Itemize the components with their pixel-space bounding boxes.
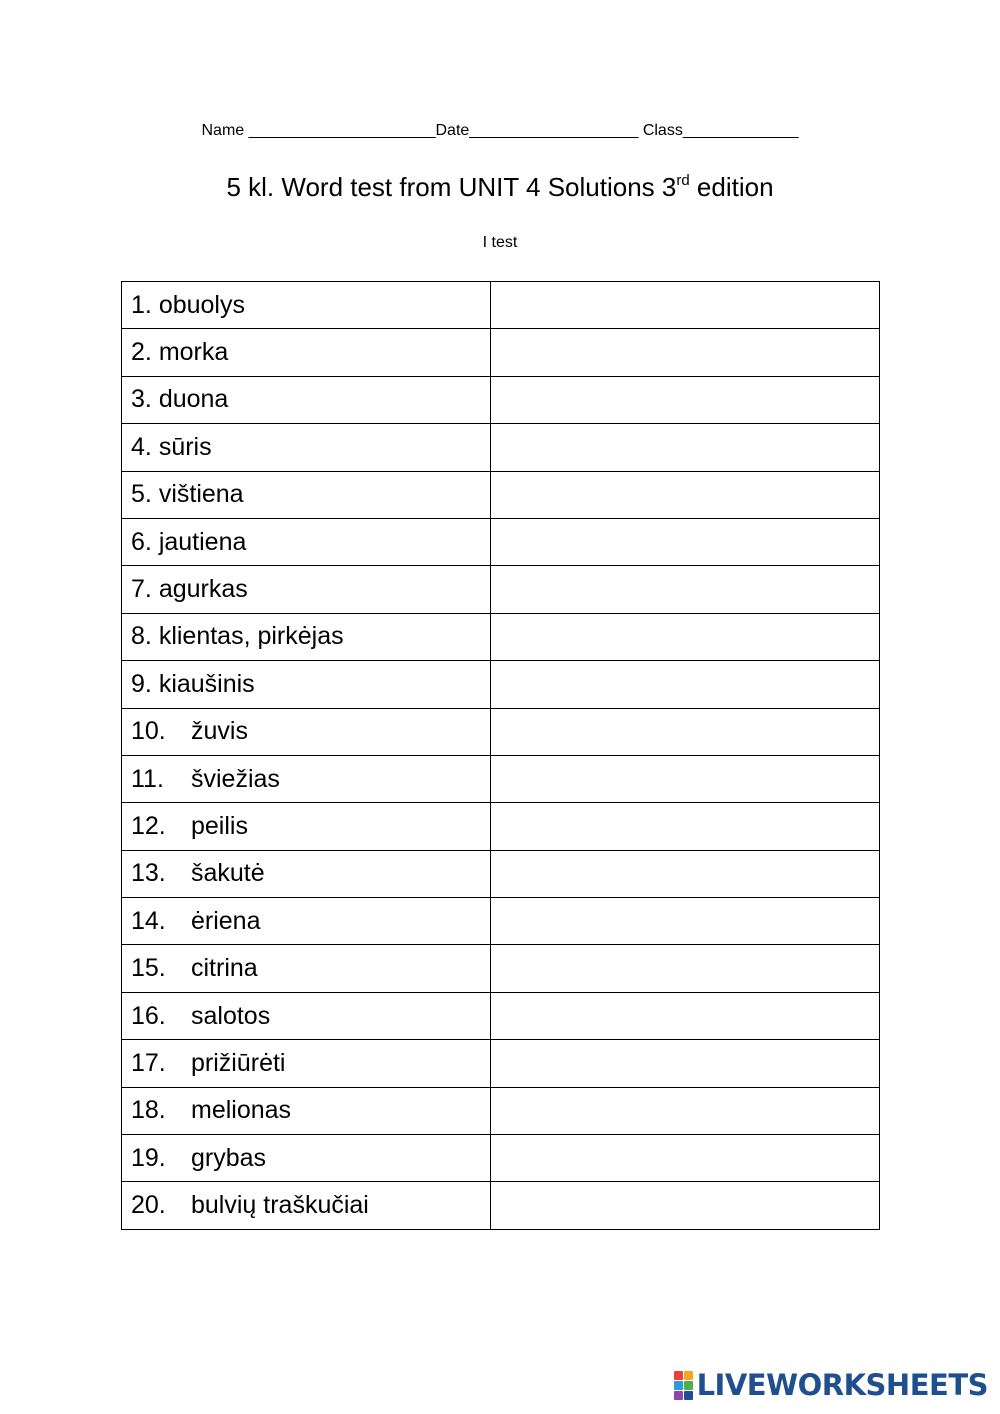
date-field-label[interactable]: Date___________________ xyxy=(435,122,639,139)
table-row xyxy=(122,566,880,613)
item-word: sūris xyxy=(158,432,212,461)
item-number: 6. xyxy=(131,527,152,556)
item-number: 17. xyxy=(131,1048,166,1077)
item-number: 8. xyxy=(131,622,152,651)
word-cell xyxy=(122,613,491,660)
word-cell xyxy=(122,945,491,992)
logo-square xyxy=(684,1371,693,1380)
word-cell xyxy=(122,803,491,850)
answer-cell[interactable] xyxy=(491,1087,880,1134)
word-cell xyxy=(122,992,491,1039)
item-word: kiaušinis xyxy=(158,669,255,698)
title-superscript: rd xyxy=(676,172,690,189)
class-field-label[interactable]: Class_____________ xyxy=(642,122,799,139)
answer-cell[interactable] xyxy=(491,1040,880,1087)
item-word: prižiūrėti xyxy=(191,1048,286,1077)
table-row xyxy=(122,424,880,471)
item-number: 16. xyxy=(131,1001,166,1030)
answer-cell[interactable] xyxy=(491,661,880,708)
item-word: citrina xyxy=(191,954,258,983)
answer-cell[interactable] xyxy=(491,1182,880,1229)
item-word: bulvių traškučiai xyxy=(191,1191,369,1220)
word-cell xyxy=(122,329,491,376)
answer-cell[interactable] xyxy=(491,992,880,1039)
item-word: klientas, pirkėjas xyxy=(158,622,344,651)
logo-square xyxy=(674,1371,683,1380)
logo-text: LIVEWORKSHEETS xyxy=(696,1368,988,1402)
worksheet-title xyxy=(0,172,1000,203)
table-row xyxy=(122,1087,880,1134)
item-number: 15. xyxy=(131,954,166,983)
item-number: 1. xyxy=(131,290,152,319)
table-row xyxy=(122,613,880,660)
item-number: 9. xyxy=(131,669,152,698)
logo-square xyxy=(684,1391,693,1400)
table-row xyxy=(122,708,880,755)
item-number: 4. xyxy=(131,432,152,461)
answer-cell[interactable] xyxy=(491,471,880,518)
word-cell xyxy=(122,1040,491,1087)
liveworksheets-logo xyxy=(674,1368,988,1402)
item-number: 5. xyxy=(131,480,152,509)
table-row xyxy=(122,803,880,850)
answer-cell[interactable] xyxy=(491,850,880,897)
answer-cell[interactable] xyxy=(491,613,880,660)
item-word: obuolys xyxy=(158,290,245,319)
word-cell xyxy=(122,1135,491,1182)
item-word: salotos xyxy=(191,1001,271,1030)
item-number: 14. xyxy=(131,906,166,935)
answer-cell[interactable] xyxy=(491,566,880,613)
table-row xyxy=(122,850,880,897)
item-word: jautiena xyxy=(158,527,247,556)
table-row xyxy=(122,755,880,802)
table-row xyxy=(122,945,880,992)
answer-cell[interactable] xyxy=(491,329,880,376)
item-word: melionas xyxy=(191,1096,292,1125)
answer-cell[interactable] xyxy=(491,376,880,423)
table-row xyxy=(122,518,880,565)
name-field-label[interactable]: Name _____________________ xyxy=(201,122,436,139)
table-row xyxy=(122,329,880,376)
item-word: agurkas xyxy=(158,575,248,604)
item-word: vištiena xyxy=(158,480,244,509)
item-number: 18. xyxy=(131,1096,166,1125)
word-cell xyxy=(122,661,491,708)
word-cell xyxy=(122,518,491,565)
liveworksheets-logo-icon xyxy=(674,1371,693,1400)
table-row xyxy=(122,1040,880,1087)
item-number: 13. xyxy=(131,859,166,888)
item-number: 19. xyxy=(131,1143,166,1172)
item-number: 12. xyxy=(131,811,166,840)
item-word: peilis xyxy=(191,811,248,840)
table-row xyxy=(122,898,880,945)
item-number: 20. xyxy=(131,1191,166,1220)
table-row xyxy=(122,471,880,518)
item-number: 7. xyxy=(131,575,152,604)
logo-square xyxy=(674,1391,683,1400)
item-word: šakutė xyxy=(191,859,265,888)
table-row xyxy=(122,661,880,708)
item-number: 3. xyxy=(131,385,152,414)
table-row xyxy=(122,1182,880,1229)
item-word: šviežias xyxy=(191,764,280,793)
table-row xyxy=(122,282,880,329)
word-cell xyxy=(122,424,491,471)
item-number: 10. xyxy=(131,717,166,746)
answer-cell[interactable] xyxy=(491,424,880,471)
item-word: duona xyxy=(158,385,229,414)
item-number: 11. xyxy=(131,764,164,793)
word-cell xyxy=(122,1087,491,1134)
answer-cell[interactable] xyxy=(491,898,880,945)
item-word: ėriena xyxy=(191,906,261,935)
answer-cell[interactable] xyxy=(491,518,880,565)
logo-square xyxy=(674,1381,683,1390)
item-word: grybas xyxy=(191,1143,267,1172)
title-suffix: edition xyxy=(689,172,774,202)
word-cell xyxy=(122,376,491,423)
word-cell xyxy=(122,850,491,897)
answer-cell[interactable] xyxy=(491,282,880,329)
answer-cell[interactable] xyxy=(491,945,880,992)
word-cell xyxy=(122,1182,491,1229)
word-cell xyxy=(122,898,491,945)
worksheet-subtitle: I test xyxy=(482,234,518,251)
table-row xyxy=(122,1135,880,1182)
word-cell xyxy=(122,282,491,329)
word-cell xyxy=(122,708,491,755)
logo-square xyxy=(684,1381,693,1390)
item-word: žuvis xyxy=(191,717,248,746)
title-main: 5 kl. Word test from UNIT 4 Solutions 3 xyxy=(226,172,677,202)
item-word: morka xyxy=(158,338,229,367)
table-row xyxy=(122,992,880,1039)
item-number: 2. xyxy=(131,338,152,367)
answer-cell[interactable] xyxy=(491,708,880,755)
answer-cell[interactable] xyxy=(491,1135,880,1182)
word-cell xyxy=(122,471,491,518)
answer-cell[interactable] xyxy=(491,755,880,802)
word-table xyxy=(121,281,880,1230)
answer-cell[interactable] xyxy=(491,803,880,850)
word-cell xyxy=(122,566,491,613)
word-cell xyxy=(122,755,491,802)
table-row xyxy=(122,376,880,423)
student-info-line xyxy=(0,122,1000,140)
